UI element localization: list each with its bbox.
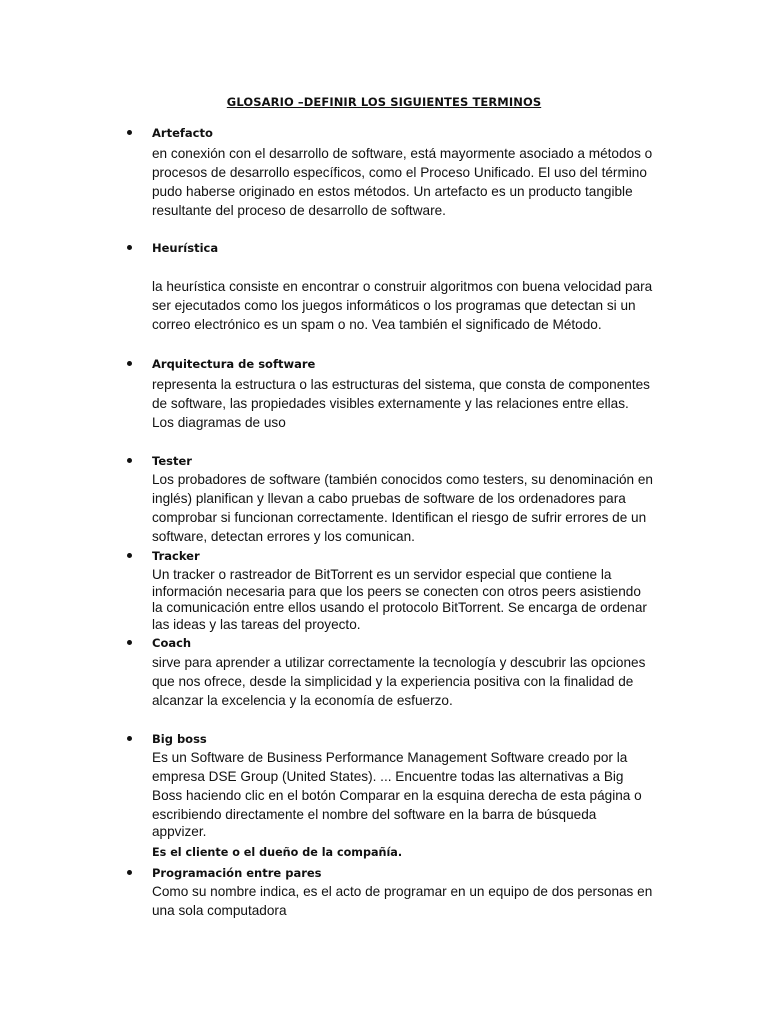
definition-line: que nos ofrece, desde la simplicidad y la experiencia positiva con la finalidad de <box>152 674 634 689</box>
definition-line: sirve para aprender a utilizar correctamente la tecnología y descubrir las opciones <box>152 655 646 670</box>
term-label: Programación entre pares <box>152 866 322 880</box>
bullet-icon <box>127 547 135 555</box>
definition-line: pudo haberse originado en estos métodos. Un artefacto es un producto tangible <box>152 184 633 199</box>
bullet-icon <box>127 452 135 460</box>
definition-line: inglés) planifican y llevan a cabo pruebas de software de los ordenadores para <box>152 491 626 506</box>
term-definition <box>152 144 672 220</box>
term-label: Big boss <box>152 732 207 746</box>
definition-line: la comunicación entre ellos usando el protocolo BitTorrent. Se encarga de ordenar <box>152 600 647 615</box>
bullet-icon <box>127 730 135 738</box>
term-definition <box>152 375 672 432</box>
term-label: Coach <box>152 636 192 650</box>
term-label: Arquitectura de software <box>152 357 316 371</box>
bullet-icon <box>127 634 135 642</box>
definition-line: Un tracker o rastreador de BitTorrent es un servidor especial que contiene la <box>152 567 612 582</box>
definition-line: las ideas y las tareas del proyecto. <box>152 616 361 632</box>
term-definition <box>152 567 672 633</box>
bullet-icon <box>127 864 135 872</box>
definition-line: representa la estructura o las estructuras del sistema, que consta de componentes <box>152 377 650 392</box>
definition-line: correo electrónico es un spam o no. Vea también el significado de Método. <box>152 317 602 332</box>
definition-line: Los probadores de software (también conocidos como testers, su denominación en <box>152 472 653 487</box>
definition-line: Como su nombre indica, es el acto de programar en un equipo de dos personas en <box>152 884 653 899</box>
term-definition <box>152 277 672 334</box>
definition-line: ser ejecutados como los juegos informáticos o los programas que detectan si un <box>152 298 636 313</box>
definition-line: empresa DSE Group (United States). ... Encuentre todas las alternativas a Big <box>152 769 624 784</box>
term-label: Tester <box>152 454 192 468</box>
definition-line: software, detectan errores y los comunican. <box>152 529 415 544</box>
term-definition <box>152 470 672 546</box>
definition-line: información necesaria para que los peers se conecten con otros peers asistiendo <box>152 583 641 599</box>
definition-line: la heurística consiste en encontrar o construir algoritmos con buena velocidad para <box>152 279 653 294</box>
bullet-icon <box>127 239 135 247</box>
definition-line: Es un Software de Business Performance Management Software creado por la <box>152 750 628 765</box>
definition-line: de software, las propiedades visibles externamente y las relaciones entre ellas. <box>152 396 629 411</box>
definition-line: Los diagramas de uso <box>152 415 286 430</box>
definition-line: procesos de desarrollo específicos, como el Proceso Unificado. El uso del término <box>152 165 647 180</box>
definition-line: Boss haciendo clic en el botón Comparar en la esquina derecha de esta página o <box>152 788 642 803</box>
term-note: Es el cliente o el dueño de la compañía. <box>152 846 403 859</box>
term-label: Heurística <box>152 241 219 255</box>
definition-line: resultante del proceso de desarrollo de software. <box>152 203 446 218</box>
term-definition <box>152 882 672 920</box>
term-definition <box>152 748 672 840</box>
definition-line: en conexión con el desarrollo de software, está mayormente asociado a métodos o <box>152 146 653 161</box>
definition-line: alcanzar la excelencia y la economía de esfuerzo. <box>152 693 453 708</box>
document-title: GLOSARIO –DEFINIR LOS SIGUIENTES TERMINOS <box>226 95 542 109</box>
term-definition <box>152 653 672 710</box>
term-label: Artefacto <box>152 126 213 140</box>
term-label: Tracker <box>152 549 200 563</box>
definition-line: escribiendo directamente el nombre del software en la barra de búsqueda <box>152 807 597 822</box>
definition-line: una sola computadora <box>152 903 287 918</box>
definition-line: comprobar si funcionan correctamente. Identifican el riesgo de sufrir errores de un <box>152 510 647 525</box>
bullet-icon <box>127 124 135 132</box>
bullet-icon <box>127 355 135 363</box>
definition-line: appvizer. <box>152 824 207 839</box>
